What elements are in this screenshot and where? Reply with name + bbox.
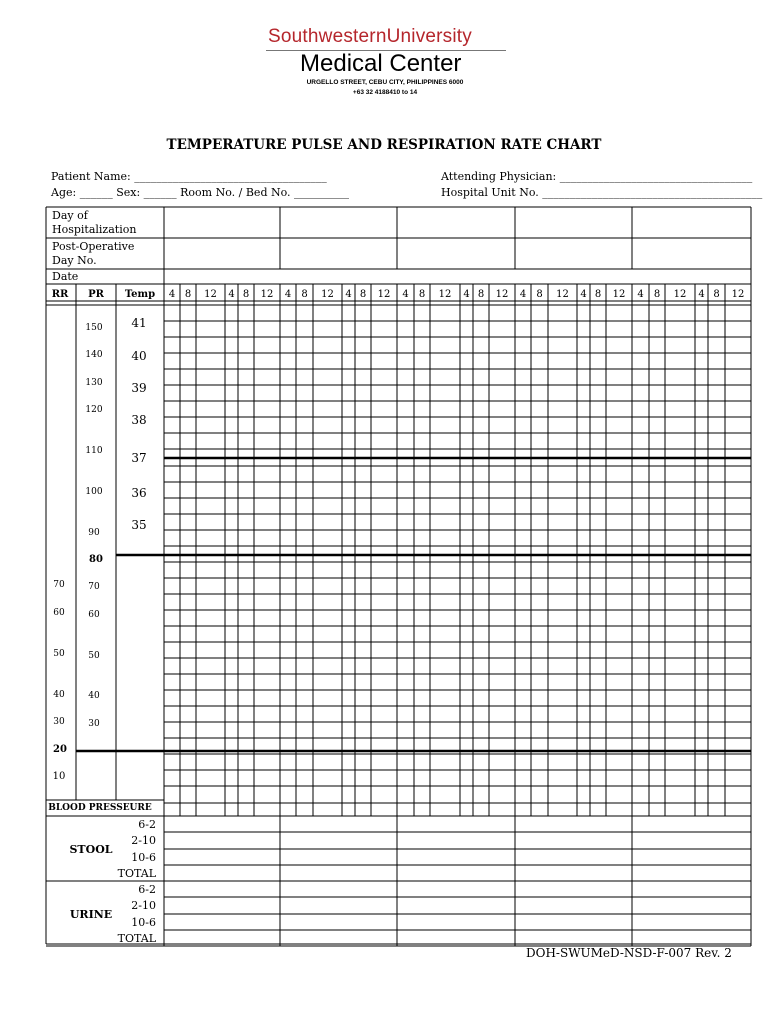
temp-scale-label: 38 (131, 413, 147, 427)
rr-scale-label: 60 (53, 608, 65, 618)
urine-shift-label: 10-6 (131, 916, 156, 929)
time-label: 4 (228, 289, 235, 300)
day-of-hospitalization-label: Day of (52, 209, 88, 222)
time-label: 8 (536, 289, 543, 300)
time-label: 4 (519, 289, 527, 300)
address: URGELLO STREET, CEBU CITY, PHILIPPINES 6000 (306, 79, 464, 86)
time-label: 8 (653, 289, 661, 300)
pr-scale-label: 80 (89, 554, 103, 565)
time-label: 4 (402, 289, 409, 300)
time-label: 8 (301, 289, 308, 300)
time-label: 12 (377, 289, 391, 300)
form-code: DOH-SWUMeD-NSD-F-007 Rev. 2 (526, 946, 732, 960)
stool-shift-label: 2-10 (131, 834, 156, 847)
time-label: 4 (284, 289, 292, 300)
time-label: 8 (713, 289, 720, 300)
time-label: 4 (345, 289, 352, 300)
post-operative-label: Post-Operative (52, 240, 135, 253)
time-label: 12 (495, 289, 509, 300)
hospital-unit-field[interactable]: Hospital Unit No. ________________________________________ (441, 186, 763, 199)
age-sex-room-field[interactable]: Age: ______ Sex: ______ Room No. / Bed No. __________ (51, 186, 350, 199)
day-of-hospitalization-label: Hospitalization (52, 223, 137, 236)
time-label: 4 (463, 289, 470, 300)
time-label: 4 (580, 289, 587, 300)
temp-scale-label: 36 (131, 486, 147, 500)
university-name: SouthwesternUniversity (268, 26, 472, 47)
temp-scale-label: 35 (131, 518, 147, 532)
rr-scale-label: 10 (52, 771, 66, 782)
attending-physician-field[interactable]: Attending Physician: ___________________________________ (441, 170, 753, 183)
time-label: 8 (242, 289, 250, 300)
pr-scale-label: 30 (88, 719, 100, 729)
temp-scale-label: 40 (131, 349, 147, 363)
pr-scale-label: 130 (85, 378, 103, 388)
patient-name-field[interactable]: Patient Name: ___________________________________ (51, 170, 327, 183)
phone-number: +63 32 4188410 to 14 (352, 89, 418, 96)
time-label: 8 (418, 289, 426, 300)
time-label: 4 (168, 289, 176, 300)
pr-scale-label: 50 (88, 651, 100, 661)
time-label: 12 (612, 289, 626, 300)
stool-shift-label: TOTAL (117, 867, 156, 880)
pr-scale-label: 20 (53, 744, 67, 755)
time-label: 4 (637, 289, 644, 300)
pr-scale-label: 150 (85, 323, 103, 333)
date-label: Date (52, 270, 79, 283)
rr-scale-label: 40 (53, 690, 65, 700)
time-label: 12 (731, 289, 745, 300)
time-label: 8 (184, 289, 192, 300)
post-operative-label: Day No. (52, 254, 97, 267)
time-label: 4 (698, 289, 705, 300)
rr-scale-label: 30 (53, 717, 65, 727)
temp-scale-label: 37 (131, 451, 147, 465)
rr-header: RR (51, 289, 69, 300)
time-label: 12 (673, 289, 687, 300)
urine-shift-label: 6-2 (138, 883, 156, 896)
rr-scale-label: 50 (53, 649, 65, 659)
stool-shift-label: 10-6 (131, 851, 156, 864)
pr-scale-label: 60 (88, 610, 100, 620)
time-label: 12 (321, 289, 334, 300)
urine-shift-label: TOTAL (117, 932, 156, 945)
time-label: 8 (477, 289, 485, 300)
stool-shift-label: 6-2 (138, 818, 156, 831)
pr-scale-label: 120 (85, 405, 103, 415)
time-label: 8 (359, 289, 367, 300)
pr-scale-label: 100 (85, 487, 103, 497)
page-title: TEMPERATURE PULSE AND RESPIRATION RATE CHART (166, 137, 602, 153)
stool-label: STOOL (69, 843, 113, 856)
urine-shift-label: 2-10 (131, 899, 156, 912)
pr-scale-label: 40 (88, 691, 100, 701)
pr-scale-label: 90 (88, 528, 100, 538)
pr-header: PR (88, 289, 104, 300)
time-label: 12 (260, 289, 274, 300)
time-label: 8 (594, 289, 602, 300)
temp-header: Temp (124, 289, 156, 300)
urine-label: URINE (69, 908, 113, 921)
pr-scale-label: 70 (88, 582, 100, 592)
blood-pressure-label: BLOOD PRESSEURE (48, 803, 152, 813)
pr-scale-label: 110 (85, 446, 103, 456)
rr-scale-label: 70 (53, 580, 65, 590)
time-label: 12 (556, 289, 569, 300)
time-label: 12 (438, 289, 452, 300)
time-label: 12 (204, 289, 217, 300)
temp-scale-label: 39 (131, 381, 147, 395)
temp-scale-label: 41 (131, 316, 147, 330)
pr-scale-label: 140 (85, 350, 103, 360)
medical-center-name: Medical Center (300, 50, 462, 77)
